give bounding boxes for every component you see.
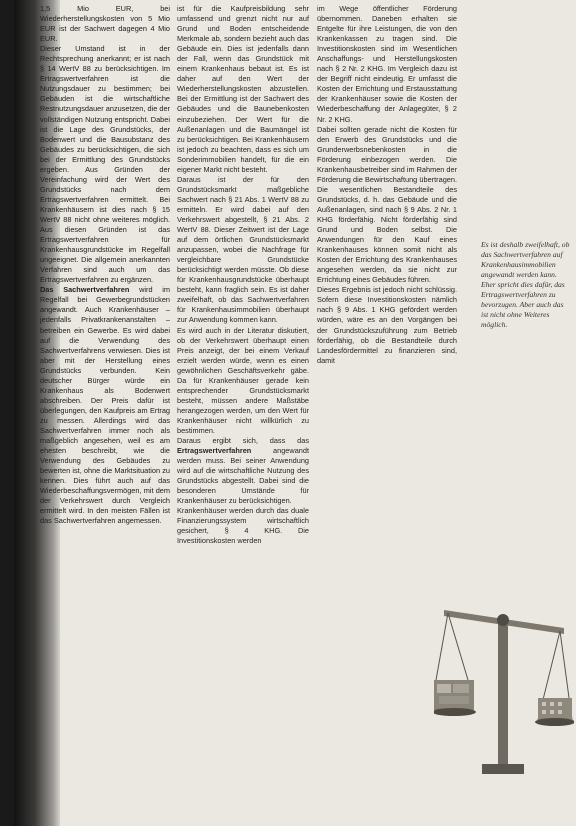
column2-paragraph-4-body: angewandt werden muss. Bei seiner Anwendung wird auf die wirtschaftliche Nutzung des Grundstücks abgestellt. Dabei sind die besonderen Umstände für Krankenhäuser zu berücksichtigen. (177, 446, 309, 506)
heading-sachwertverfahren: Das Sachwertverfahren (40, 285, 130, 295)
column2-paragraph-1: ist für die Kaufpreisbildung sehr umfassend und grenzt nicht nur auf Grund und Boden entscheidende Merkmale ab, sondern bezieht auch das Gebäude ein. Dies ist jedenfalls dann der Fall, wenn das Grundstück mit einem Krankenhaus bebaut ist. Es ist daher auf den Wert der Wiederherstellungskosten abzustellen. Bei der Ermittlung ist der Sachwert des Gebäudes und die Baunebenkosten einzubeziehen. Der Wert für die Außenanlagen und die Baumängel ist zu berücksichtigen. Bei Krankenhäusern ist jedoch zu beachten, dass es sich um Sonderimmobilien handelt, für die ein eigener Markt nicht besteht. (177, 4, 309, 174)
column2-paragraph-4 (177, 436, 309, 506)
text-column-1 (40, 4, 170, 526)
text-column-3 (317, 4, 457, 366)
magazine-page (14, 0, 576, 826)
column1-paragraph-1: 1,5 Mio EUR, bei Wiederherstellungskosten von 5 Mio EUR ist der Sachwert dagegen 4 Mio EUR. (40, 4, 170, 44)
column3-paragraph-3: Dieses Ergebnis ist jedoch nicht schlüssig. Sofern diese Investitionskosten nämlich nach § 9 Abs. 1 KHG gefördert werden würden, wäre es an den Vorgängen bei der Grundstückszuführung zum Betrieb förderfähig, ob die Bestandteile durch Landesfördermittel zu finanzieren sind, damit (317, 285, 457, 365)
text-column-2 (177, 4, 309, 547)
column3-paragraph-1: im Wege öffentlicher Förderung übernommen. Daneben erhalten sie Entgelte für ihre Leistungen, die von den Krankenkassen zu tragen sind. Die Investitionskosten sind im Wesentlichen Anschaffungs- und Herstellungskosten nach § 2 Nr. 2 KHG. Im Vergleich dazu ist der Begriff nicht eindeutig. Er umfasst die Kosten der Errichtung und Erstausstattung der Krankenhäuser sowie die Kosten der Wiederbeschaffung der Anlagegüter, § 2 Nr. 2 KHG. (317, 4, 457, 124)
heading-ertragswertverfahren: Ertragswertverfahren (177, 446, 252, 456)
pull-quote: Es ist deshalb zweifelhaft, ob das Sachwertverfahren auf Krankenhausimmobilien angewandt werden kann. Eher spricht dies dafür, das Ertragswertverfahren zu bevorzugen. Aber auch das ist nicht ohne Weiteres möglich. (481, 240, 570, 329)
balance-scale-icon (434, 580, 574, 780)
column2-paragraph-3: Es wird auch in der Literatur diskutiert, ob der Verkehrswert überhaupt einen Preis anzeigt, der bei einem Verkauf erzielt werden würde, wenn es einen gewöhnlichen Geschäftsverkehr gäbe. Da für Krankenhäuser gerade kein entsprechender Grundstücksmarkt besteht, müssen andere Maßstäbe herangezogen werden, um den Wert für Krankenhäuser nicht willkürlich zu bestimmen. (177, 325, 309, 435)
column2-paragraph-2: Daraus ist der für den Grundstücksmarkt maßgebliche Sachwert nach § 21 Abs. 1 WertV 88 zu ermitteln. Er wird dabei auf den Verkehrswert abgestellt, § 21 Abs. 2 WertV 88. Dieser Zeitwert ist der Lage auf dem örtlichen Grundstücksmarkt anzupassen, wobei die Nachfrage für vergleichbare Grundstücke berücksichtigt werden müsste. Ob diese für Krankenhausgrundstücke überhaupt besteht, kann fraglich sein. Es ist daher zweifelhaft, ob das Sachwertverfahren für Krankenhausimmobilien überhaupt zur Anwendung kommen kann. (177, 174, 309, 325)
scale-illustration (434, 580, 574, 780)
column1-paragraph-2: Dieser Umstand ist in der Rechtsprechung anerkannt; er ist nach § 14 WertV 88 zu berücksichtigen. Im Ertragswertverfahren ist die Nutzungsdauer zu bestimmen; bei Gebäuden ist die wirtschaftliche Restnutzungsdauer anzusetzen, die der vollständigen Nutzung entspricht. Dabei ist die Lage des Grundstücks, der Bodenwert und die Bausubstanz des Gebäudes zu berücksichtigen, die sich bei der Ermittlung des Grundstücks ergeben. Aus Gründen der Vereinfachung wird der Wert des Grundstücks nach dem Ertragswertverfahren ermittelt. Bei Krankenhäusern ist dies nach § 15 WertV 88 nicht ohne weiteres möglich. Aus diesen Gründen ist das Ertragswertverfahren für Krankenhausgrundstücke im Regelfall ungeeignet. Die allgemein anerkannten Verfahren sind auch um das Ertragswertverfahren zu ergänzen. (40, 44, 170, 285)
column1-paragraph-3-body: wird im Regelfall bei Gewerbegrundstücken angewandt. Auch Krankenhäuser – jedenfalls Privatkrankenanstalten – betreiben ein Gewerbe. Es wird dabei auf die Verwendung des Sachwertverfahrens verwiesen. Dies ist aber mit der Herstellung eines Grundstücks verbunden. Kein deutscher Bürger würde ein Krankenhaus als Bodenwert abschreiben. Der Preis dafür ist überlegungen, den Kaufpreis am Ertrag zu messen. Allerdings wird das Sachwertverfahren immer noch als maßgeblich angesehen, weil es am ehesten beschreibt, wie die Verwendung des Gebäudes zu bewerten ist, ohne die Marktsituation zu kennen. Dies führt auch auf das Wiederbeschaffungsvermögen, mit dem der Verkehrswert durch Vergleich ermittelt wird. In den meisten Fällen ist das Sachwertverfahren angemessen. (40, 285, 170, 526)
column2-paragraph-5: Krankenhäuser werden durch das duale Finanzierungssystem wirtschaftlich gesichert, § 4 KHG. Die Investitionskosten werden (177, 506, 309, 546)
column2-paragraph-4-pre: Daraus ergibt sich, dass das (177, 436, 309, 446)
column1-paragraph-3 (40, 285, 170, 526)
column3-paragraph-2: Dabei sollten gerade nicht die Kosten für den Erwerb des Grundstücks und die Grunderwerbsnebenkosten in die Förderung einbezogen werden. Die Krankenhausbetreiber sind im Rahmen der Förderung die Bewirtschaftung übertragen. Die wesentlichen Bestandteile des Grundstücks, d. h. das Gebäude und die Außenanlagen, sind nach § 9 Abs. 2 Nr. 1 KHG förderfähig. Nicht förderfähig sind Grund und Boden selbst. Die Anwendungen für den Kauf eines Krankenhauses können somit nicht als Kosten der Errichtung des Krankenhauses angesehen werden, da sie nicht zur Errichtung eines Gebäudes führen. (317, 124, 458, 285)
